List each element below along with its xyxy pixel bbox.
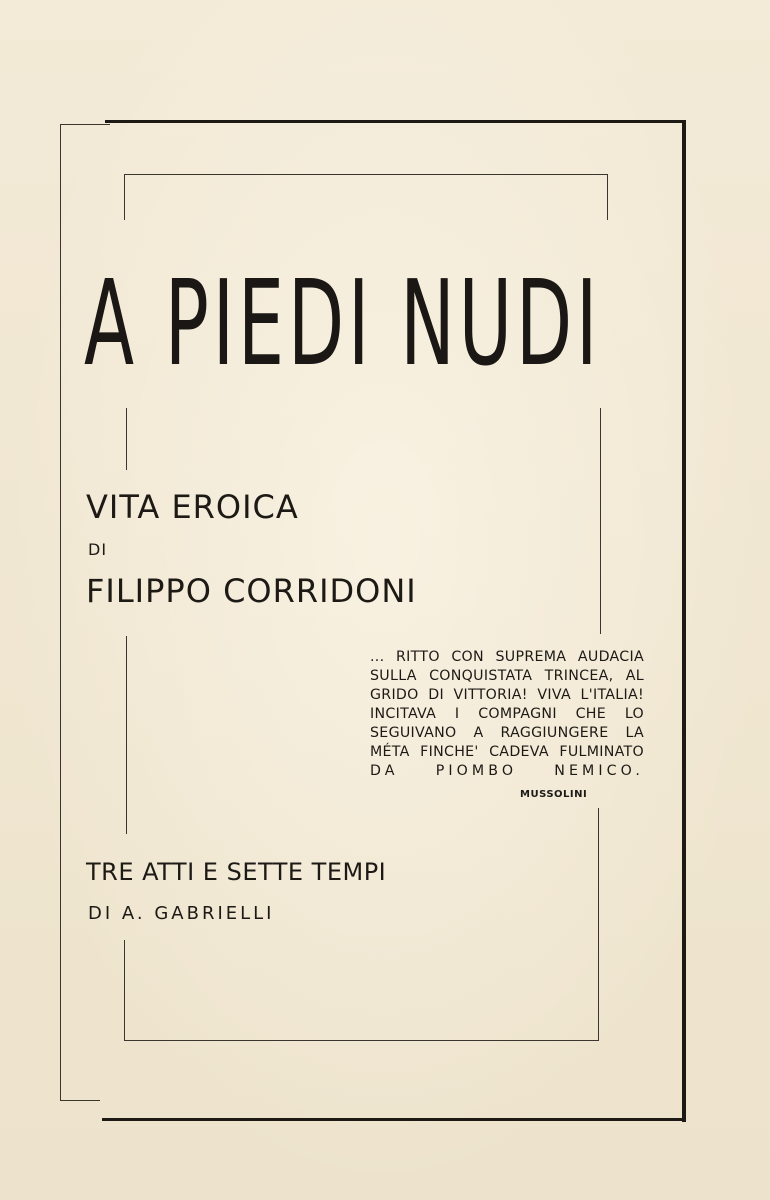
inner-frame-right <box>598 808 599 1040</box>
play-structure: TRE ATTI E SETTE TEMPI <box>86 858 387 886</box>
frame-line <box>105 120 685 123</box>
inner-frame-left <box>126 636 127 834</box>
epigraph-line: SULLA CONQUISTATA TRINCEA, AL <box>370 668 644 684</box>
inner-frame-right <box>600 408 601 634</box>
inner-frame-bottom <box>124 1040 599 1041</box>
playwright: DI A. GABRIELLI <box>88 903 275 924</box>
epigraph-line: GRIDO DI VITTORIA! VIVA L'ITALIA! <box>370 687 644 703</box>
inner-frame-top <box>124 174 608 175</box>
frame-line <box>60 124 110 125</box>
subject-name: FILIPPO CORRIDONI <box>86 572 417 610</box>
frame-line <box>102 1118 686 1121</box>
inner-frame-right <box>607 174 608 220</box>
frame-line <box>682 120 686 1122</box>
epigraph-line: INCITAVA I COMPAGNI CHE LO <box>370 706 644 722</box>
frame-line <box>60 1100 100 1101</box>
subtitle: VITA EROICA <box>86 488 299 526</box>
epigraph-attribution: MUSSOLINI <box>520 789 588 800</box>
epigraph-line: ... RITTO CON SUPREMA AUDACIA <box>370 649 644 665</box>
epigraph <box>370 648 644 781</box>
inner-frame-left <box>126 408 127 470</box>
frame-line <box>60 124 61 1100</box>
inner-frame-left <box>124 940 125 1040</box>
epigraph-line: SEGUIVANO A RAGGIUNGERE LA <box>370 725 644 741</box>
epigraph-line: DA PIOMBO NEMICO. <box>370 763 644 779</box>
inner-frame-left <box>124 174 125 220</box>
subtitle-connector: DI <box>88 540 108 559</box>
epigraph-line: MÉTA FINCHE' CADEVA FULMINATO <box>370 744 644 760</box>
page-title: A PIEDI NUDI <box>84 254 602 392</box>
